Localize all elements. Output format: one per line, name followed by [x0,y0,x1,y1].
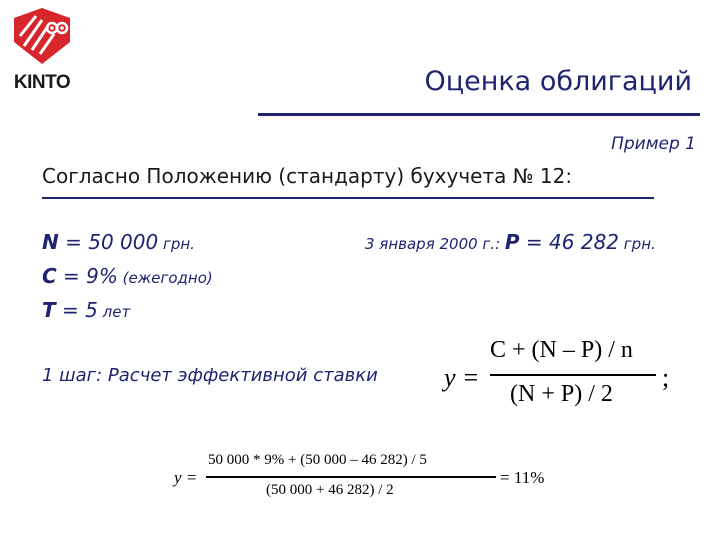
kinto-logo [10,6,74,96]
formula-numeric-denominator: (50 000 + 46 282) / 2 [266,482,394,498]
formula-numeric-result: = 11% [500,468,545,487]
param-term [42,298,130,322]
price-value: = 46 282 [519,230,620,254]
formula-general-numerator: C + (N – P) / n [490,337,633,363]
price-date: 3 января 2000 г.: [365,235,505,253]
param-n-unit: грн. [158,235,195,253]
param-t-value: = 5 [55,298,98,322]
param-nominal [42,230,195,254]
formula-general-lhs: y = [444,363,480,392]
formula-general-semicolon: ; [662,363,670,392]
step-heading: 1 шаг: Расчет эффективной ставки [42,365,378,386]
price-symbol: P [504,230,520,254]
logo-wordmark: KINTO [13,72,71,93]
param-c-symbol: C [42,264,57,288]
intro-text: Согласно Положению (стандарту) бухучета № 12: [42,164,573,188]
formula-numeric-numerator: 50 000 * 9% + (50 000 – 46 282) / 5 [208,452,427,468]
purchase-price [365,230,656,254]
param-n-symbol: N [42,230,59,254]
param-coupon [42,264,213,288]
price-unit: грн. [619,235,656,253]
example-label: Пример 1 [611,134,696,154]
intro-underline [42,197,654,199]
formula-general-fraction-bar [490,374,656,376]
param-c-value: = 9% [56,264,118,288]
formula-numeric-lhs: y = [174,468,198,487]
param-c-unit: (ежегодно) [117,269,213,287]
param-t-unit: лет [97,303,131,321]
param-n-value: = 50 000 [58,230,159,254]
formula-general-denominator: (N + P) / 2 [510,381,613,407]
title-underline [258,113,700,116]
kinto-emblem-icon [12,6,72,66]
param-t-symbol: T [42,298,56,322]
formula-numeric-fraction-bar [206,476,496,478]
slide-title: Оценка облигаций [424,66,692,97]
